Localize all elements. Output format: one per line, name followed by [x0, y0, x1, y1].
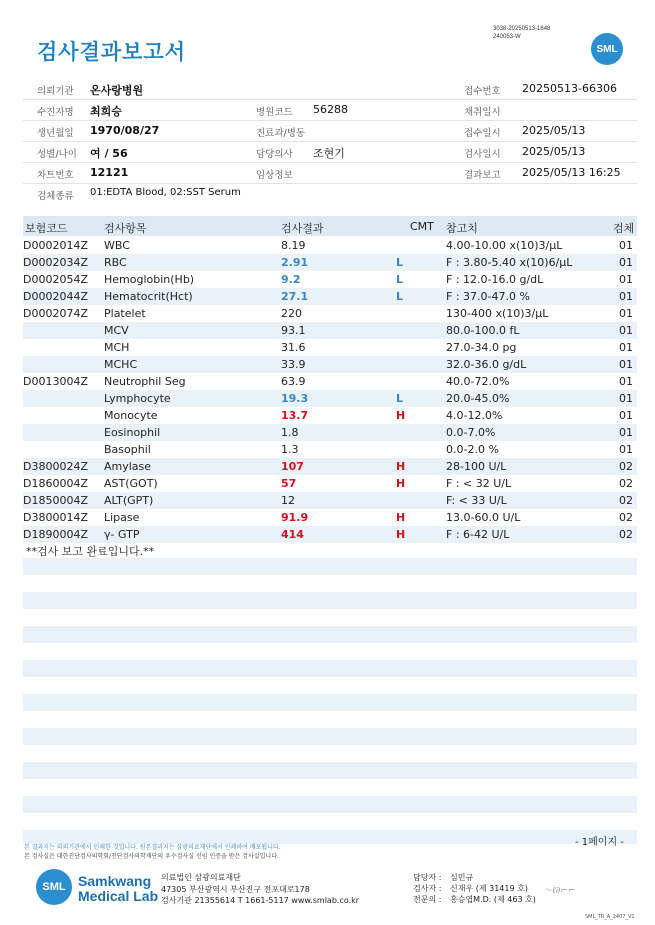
test-name: WBC [104, 239, 130, 252]
brand-line-1: Samkwang [78, 873, 152, 889]
staff-label: 담당자 : [413, 873, 442, 882]
test-result: 8.19 [281, 239, 306, 252]
test-result: 220 [281, 307, 302, 320]
table-row [23, 441, 637, 458]
test-flag: L [396, 290, 404, 303]
info-row-hospital [23, 78, 637, 100]
table-row [23, 254, 637, 271]
test-result: 107 [281, 460, 304, 473]
empty-row-band [23, 626, 637, 643]
test-name: Eosinophil [104, 426, 161, 439]
test-flag: H [396, 528, 406, 541]
info-row-sex-age [23, 141, 637, 163]
report-value: 2025/05/13 16:25 [522, 166, 621, 179]
header-name: 검사항목 [104, 222, 147, 235]
sex-age-label: 성별/나이 [37, 149, 77, 160]
empty-row-band [23, 592, 637, 609]
test-name: Hematocrit(Hct) [104, 290, 193, 303]
receipt-no-label: 접수번호 [464, 86, 501, 97]
specialist-label: 전문의 : [413, 895, 442, 904]
chart-label: 차트번호 [37, 170, 74, 181]
org-contact: 검사기관 21355614 T 1661-5117 www.smlab.co.kr [161, 896, 360, 905]
footer-note-certification: 본 검사실은 대한진단검사의학회/진단검사의학재단의 우수검사실 신임 인증을 받은 검사실입니다. [24, 853, 279, 860]
patient-value: 최희승 [90, 105, 122, 118]
hosp-code-label: 병원코드 [256, 107, 293, 118]
clinical-label: 임상정보 [256, 170, 293, 181]
report-complete-text: **검사 보고 완료입니다.** [26, 545, 155, 558]
form-code: SML_TR_A_2407_V1 [585, 914, 635, 920]
staff-value: 심민규 [450, 873, 474, 882]
receive-date-label: 접수일시 [464, 128, 501, 139]
test-name: MCHC [104, 358, 138, 371]
document-code-line-1: 3038-20250513-1648 [493, 26, 551, 32]
test-result: 19.3 [281, 392, 309, 405]
collect-label: 채취일시 [464, 107, 501, 118]
header-ref: 참고치 [446, 222, 478, 235]
receive-date-value: 2025/05/13 [522, 124, 586, 137]
header-result: 검사결과 [281, 222, 324, 235]
specimen-label: 검체종류 [37, 191, 74, 202]
test-reference: 0.0-2.0 % [446, 443, 499, 456]
footer-note-print: 본 결과지는 의뢰기관에서 인쇄한 것입니다. 원본결과지는 삼광의료재단에서 인쇄하여 배포됩니다. [24, 844, 281, 851]
test-reference: 40.0-72.0% [446, 375, 510, 388]
document-code [493, 25, 550, 41]
org-address: 47305 부산광역시 부산진구 전포대로178 [161, 885, 310, 894]
tech-label: 검사자 : [413, 884, 442, 893]
test-flag: H [396, 409, 406, 422]
hospital-label: 의뢰기관 [37, 86, 74, 97]
org-name: 의료법인 삼광의료재단 [161, 873, 241, 882]
test-result: 31.6 [281, 341, 306, 354]
test-name: AST(GOT) [104, 477, 158, 490]
test-name: Basophil [104, 443, 151, 456]
table-row [23, 458, 637, 475]
test-flag: L [396, 392, 404, 405]
test-specimen: 01 [619, 273, 633, 286]
test-date-label: 검사일시 [464, 149, 501, 160]
test-reference: F : 37.0-47.0 % [446, 290, 530, 303]
test-specimen: 01 [619, 239, 633, 252]
specimen-value: 01:EDTA Blood, 02:SST Serum [90, 187, 241, 198]
sml-logo-icon: SML [36, 869, 72, 905]
hosp-code-value: 56288 [313, 103, 348, 116]
table-row [23, 390, 637, 407]
sex-age-value: 여 / 56 [90, 147, 128, 160]
test-code: D3800014Z [23, 511, 88, 524]
test-name: ALT(GPT) [104, 494, 154, 507]
empty-row-band [23, 796, 637, 813]
info-row-birth [23, 120, 637, 142]
test-name: Neutrophil Seg [104, 375, 186, 388]
chart-value: 12121 [90, 166, 129, 179]
patient-label: 수진자명 [37, 107, 74, 118]
test-reference: 20.0-45.0% [446, 392, 510, 405]
birth-label: 생년월일 [37, 128, 74, 139]
test-flag: H [396, 460, 406, 473]
page-number: - 1페이지 - [575, 837, 624, 848]
test-name: Lymphocyte [104, 392, 171, 405]
empty-row-band [23, 694, 637, 711]
test-result: 12 [281, 494, 295, 507]
test-result: 414 [281, 528, 304, 541]
test-name: Platelet [104, 307, 146, 320]
test-result: 57 [281, 477, 297, 490]
report-label: 결과보고 [464, 170, 501, 181]
test-result: 1.8 [281, 426, 299, 439]
test-reference: 4.00-10.00 x(10)3/μL [446, 239, 563, 252]
info-row-specimen [23, 183, 637, 204]
test-reference: 4.0-12.0% [446, 409, 503, 422]
test-reference: F : 3.80-5.40 x(10)6/μL [446, 256, 573, 269]
test-reference: 28-100 U/L [446, 460, 507, 473]
test-reference: 13.0-60.0 U/L [446, 511, 521, 524]
table-row [23, 356, 637, 373]
test-name: RBC [104, 256, 127, 269]
table-row [23, 526, 637, 543]
results-table-header [23, 216, 637, 236]
table-row [23, 305, 637, 322]
header-code: 보험코드 [25, 222, 68, 235]
test-specimen: 02 [619, 477, 633, 490]
test-reference: 32.0-36.0 g/dL [446, 358, 527, 371]
empty-row-band [23, 728, 637, 745]
brand-name [78, 874, 158, 904]
test-name: MCH [104, 341, 130, 354]
test-date-value: 2025/05/13 [522, 145, 586, 158]
table-row [23, 407, 637, 424]
table-row [23, 509, 637, 526]
table-row [23, 492, 637, 509]
table-row [23, 288, 637, 305]
sml-logo-icon: SML [591, 33, 623, 65]
test-specimen: 01 [619, 358, 633, 371]
test-flag: H [396, 477, 406, 490]
test-result: 1.3 [281, 443, 299, 456]
birth-value: 1970/08/27 [90, 124, 160, 137]
tech-value: 신재우 (제 31419 호) [450, 884, 528, 893]
test-name: Hemoglobin(Hb) [104, 273, 195, 286]
test-code: D0002054Z [23, 273, 88, 286]
test-code: D3800024Z [23, 460, 88, 473]
test-specimen: 01 [619, 443, 633, 456]
table-row [23, 424, 637, 441]
test-result: 63.9 [281, 375, 306, 388]
test-specimen: 01 [619, 392, 633, 405]
table-row [23, 271, 637, 288]
test-specimen: 02 [619, 494, 633, 507]
header-spec: 검체 [613, 222, 635, 235]
test-name: γ- GTP [104, 528, 140, 541]
test-reference: F : 12.0-16.0 g/dL [446, 273, 544, 286]
table-row [23, 339, 637, 356]
brand-line-2: Medical Lab [78, 888, 159, 904]
test-specimen: 02 [619, 528, 633, 541]
test-result: 2.91 [281, 256, 309, 269]
test-flag: L [396, 273, 404, 286]
test-code: D1850004Z [23, 494, 88, 507]
test-reference: F: < 33 U/L [446, 494, 507, 507]
test-specimen: 01 [619, 426, 633, 439]
test-result: 33.9 [281, 358, 306, 371]
test-name: Lipase [104, 511, 140, 524]
test-code: D1890004Z [23, 528, 88, 541]
test-name: Monocyte [104, 409, 158, 422]
header-cmt: CMT [410, 220, 434, 233]
table-row [23, 322, 637, 339]
test-name: MCV [104, 324, 129, 337]
doctor-label: 담당의사 [256, 149, 293, 160]
test-reference: 80.0-100.0 fL [446, 324, 520, 337]
table-row [23, 373, 637, 390]
test-result: 91.9 [281, 511, 309, 524]
test-specimen: 01 [619, 409, 633, 422]
empty-row-band [23, 762, 637, 779]
page-title: 검사결과보고서 [37, 40, 187, 64]
doctor-value: 조현기 [313, 147, 345, 160]
signature-icon: 〜ℓ∂⌐⌐ [543, 886, 576, 896]
test-specimen: 01 [619, 341, 633, 354]
test-reference: 130-400 x(10)3/μL [446, 307, 549, 320]
receipt-no-value: 20250513-66306 [522, 82, 617, 95]
test-specimen: 02 [619, 460, 633, 473]
test-flag: L [396, 256, 404, 269]
test-result: 27.1 [281, 290, 309, 303]
specialist-value: 홍승엽M.D. (제 463 호) [450, 895, 536, 904]
test-reference: F : 6-42 U/L [446, 528, 510, 541]
hospital-value: 온사랑병원 [90, 84, 144, 97]
table-row [23, 475, 637, 492]
test-specimen: 01 [619, 290, 633, 303]
test-code: D0002014Z [23, 239, 88, 252]
test-reference: 0.0-7.0% [446, 426, 496, 439]
test-code: D0002074Z [23, 307, 88, 320]
dept-label: 진료과/병동 [256, 128, 306, 139]
test-name: Amylase [104, 460, 152, 473]
test-reference: 27.0-34.0 pg [446, 341, 517, 354]
test-result: 13.7 [281, 409, 309, 422]
test-specimen: 01 [619, 375, 633, 388]
empty-row-band [23, 660, 637, 677]
test-result: 93.1 [281, 324, 306, 337]
test-code: D1860004Z [23, 477, 88, 490]
test-result: 9.2 [281, 273, 301, 286]
test-specimen: 01 [619, 256, 633, 269]
test-specimen: 02 [619, 511, 633, 524]
test-specimen: 01 [619, 324, 633, 337]
test-code: D0013004Z [23, 375, 88, 388]
empty-row-band [23, 558, 637, 575]
info-row-patient [23, 99, 637, 121]
test-code: D0002044Z [23, 290, 88, 303]
test-reference: F : < 32 U/L [446, 477, 512, 490]
test-specimen: 01 [619, 307, 633, 320]
test-flag: H [396, 511, 406, 524]
table-row [23, 237, 637, 254]
test-code: D0002034Z [23, 256, 88, 269]
info-row-chart [23, 162, 637, 184]
document-code-line-2: 240053-W [493, 34, 521, 40]
